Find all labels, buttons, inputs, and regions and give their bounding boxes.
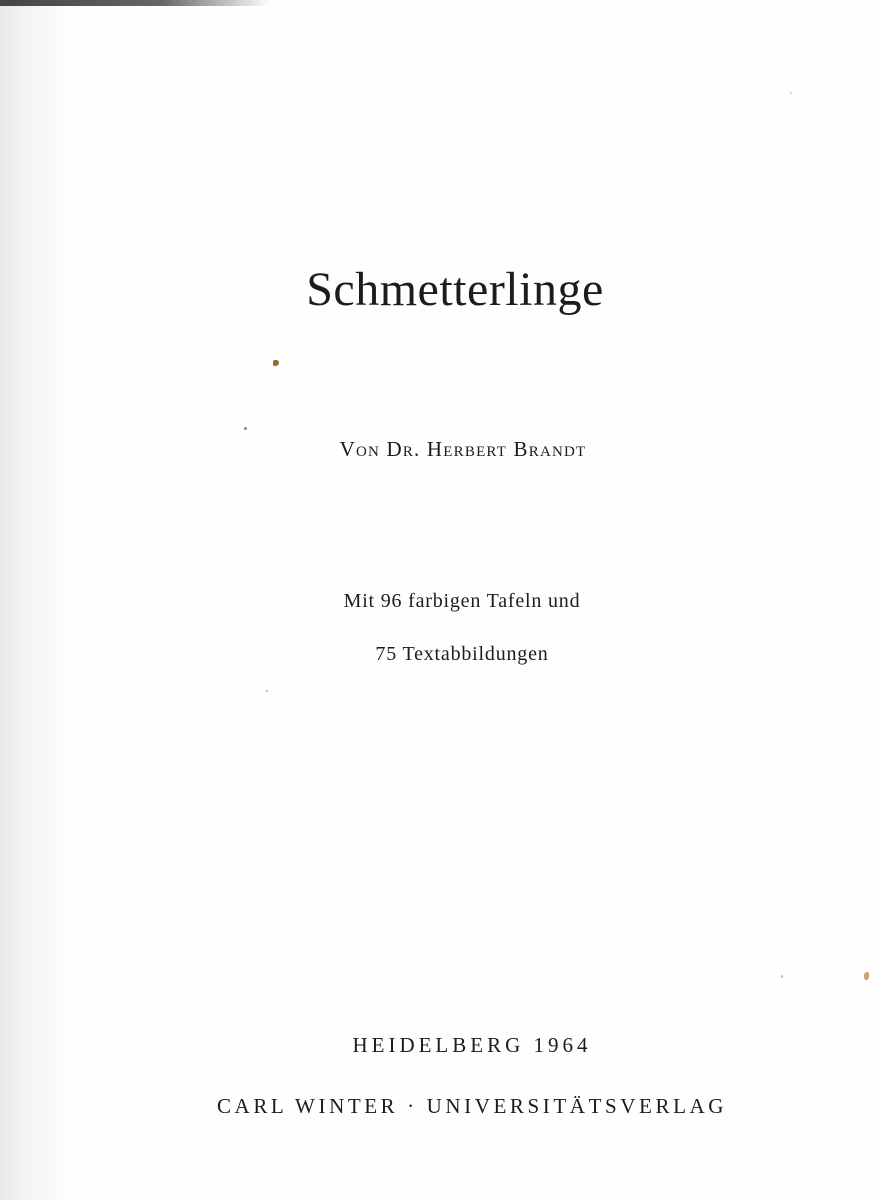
illustrations-line-2: 75 Textabbildungen [375,643,549,665]
imprint-place-year: HEIDELBERG 1964 [352,1033,592,1057]
paper-speck [273,360,279,366]
paper-speck [266,690,268,692]
paper-stain [864,972,869,980]
top-edge-strip [0,0,270,6]
author-line: Von Dr. Herbert Brandt [339,437,587,461]
paper-speck [244,427,247,430]
book-title: Schmetterlinge [306,263,604,316]
imprint-publisher: CARL WINTER · UNIVERSITÄTSVERLAG [216,1094,728,1118]
paper-speck [790,92,792,94]
illustrations-line-1: Mit 96 farbigen Tafeln und [343,590,581,612]
paper-speck [781,975,783,978]
